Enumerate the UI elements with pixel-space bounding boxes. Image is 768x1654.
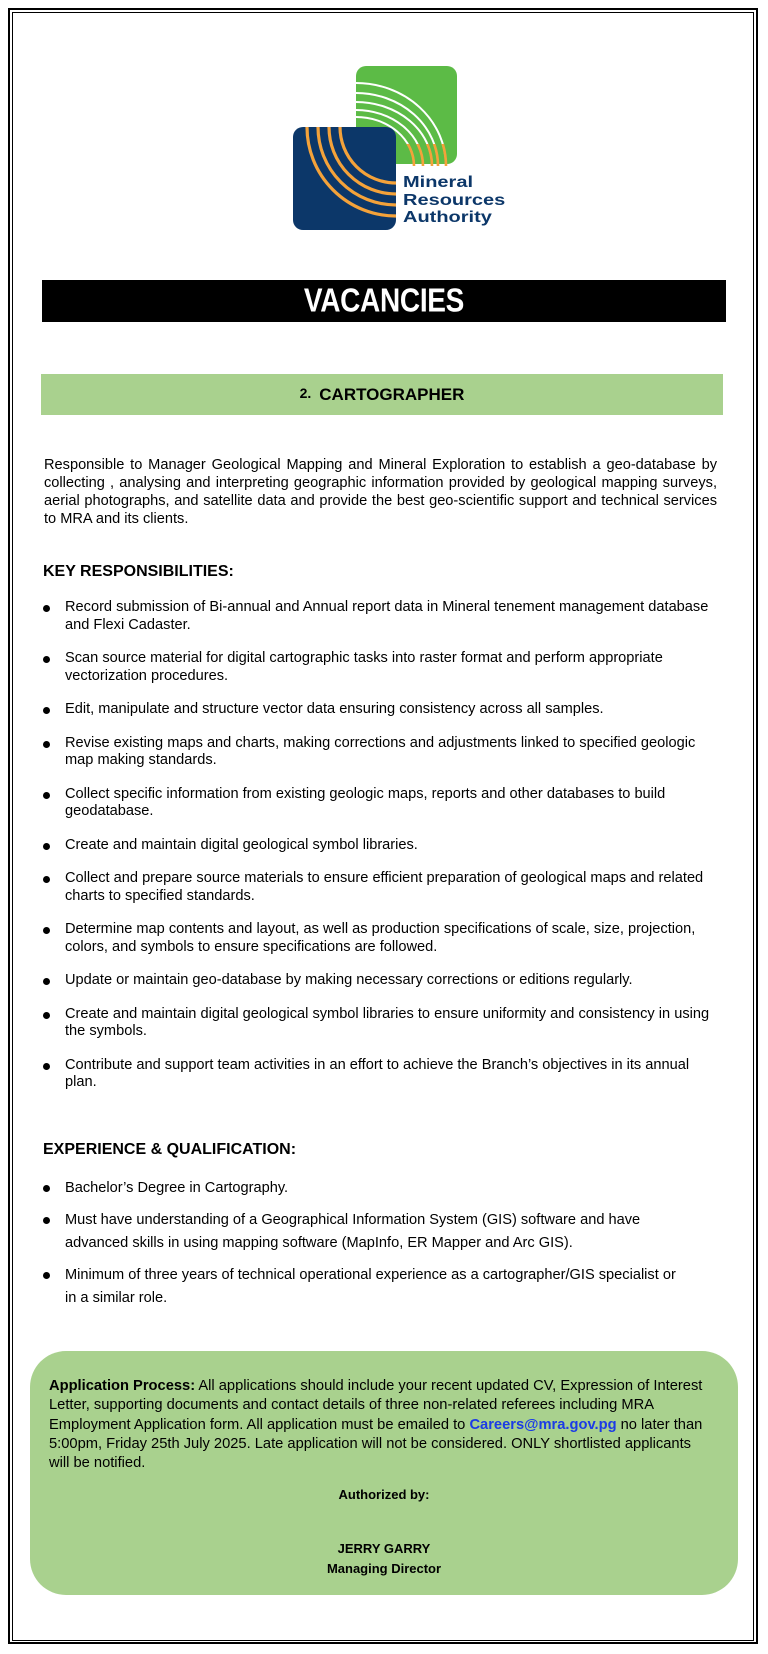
position-number: 2. xyxy=(299,384,312,401)
bullet-icon xyxy=(43,1272,50,1279)
logo-line-2: Resources xyxy=(403,191,506,209)
logo-wordmark xyxy=(403,174,506,227)
bullet-icon xyxy=(43,1063,50,1070)
list-item-text: Must have understanding of a Geographical Information System (GIS) software and have advanced skills in using mapping software (MapInfo, ER Mapper and Arc GIS). xyxy=(65,1212,641,1251)
list-item-text: Record submission of Bi-annual and Annual report data in Mineral tenement management database and Flexi Cadaster. xyxy=(65,599,709,633)
signatory-title: Managing Director xyxy=(326,1561,442,1576)
list-item-text: Update or maintain geo-database by making necessary corrections or editions regularly. xyxy=(65,972,633,988)
bullet-icon xyxy=(43,927,50,934)
logo-line-1: Mineral xyxy=(403,174,474,191)
signatory-name: JERRY GARRY xyxy=(337,1541,431,1556)
list-item xyxy=(0,599,717,634)
list-item-text: Scan source material for digital cartographic tasks into raster format and perform appropriate vectorization procedures. xyxy=(65,650,663,684)
list-item xyxy=(0,837,717,855)
qualifications-list xyxy=(0,1177,683,1319)
vacancies-title: VACANCIES xyxy=(303,282,465,319)
application-process-text xyxy=(49,1377,711,1473)
list-item xyxy=(0,870,717,905)
careers-email-link[interactable]: Careers@mra.gov.pg xyxy=(469,1416,617,1433)
position-summary: Responsible to Manager Geological Mapping and Mineral Exploration to establish a geo-database by collecting , analysing and interpreting geographic information provided by geological mapping surveys, aerial photographs, and satellite data and provide the best geo-scientific support and technical services to MRA and its clients. xyxy=(44,457,717,527)
bullet-icon xyxy=(43,1012,50,1019)
list-item xyxy=(0,1006,717,1041)
responsibilities-heading: KEY RESPONSIBILITIES: xyxy=(43,563,234,580)
bullet-icon xyxy=(43,741,50,748)
list-item xyxy=(0,1264,683,1310)
list-item xyxy=(0,735,717,770)
bullet-icon xyxy=(43,843,50,850)
application-process-label: Application Process: xyxy=(49,1378,196,1394)
bullet-icon xyxy=(43,605,50,612)
application-text-part-2: no later than 5:00pm, Friday 25th July 2025. Late application will not be considered. ONLY shortlisted applicants will be notified. xyxy=(49,1416,703,1472)
list-item-text: Revise existing maps and charts, making corrections and adjustments linked to specified geologic map making standards. xyxy=(65,734,696,768)
list-item-text: Edit, manipulate and structure vector data ensuring consistency across all samples. xyxy=(65,701,604,717)
list-item xyxy=(0,921,717,956)
bullet-icon xyxy=(43,656,50,663)
list-item xyxy=(0,1209,683,1255)
list-item-text: Bachelor’s Degree in Cartography. xyxy=(65,1180,289,1196)
list-item-text: Minimum of three years of technical operational experience as a cartographer/GIS specialist or in a similar role. xyxy=(65,1267,676,1306)
bullet-icon xyxy=(43,792,50,799)
list-item-text: Create and maintain digital geological symbol libraries. xyxy=(65,836,418,853)
application-text-part-1: All applications should include your recent updated CV, Expression of Interest Letter, supporting documents and contact details of three non-related referees including MRA Employment Application form. All application must be emailed to xyxy=(49,1378,703,1433)
list-item xyxy=(0,1057,717,1092)
bullet-icon xyxy=(43,1217,50,1224)
list-item xyxy=(0,701,717,719)
list-item-text: Contribute and support team activities in an effort to achieve the Branch’s objectives in its annual plan. xyxy=(65,1056,690,1090)
list-item xyxy=(0,1177,683,1200)
position-title: CARTOGRAPHER xyxy=(319,384,465,404)
position-title-bar xyxy=(41,374,723,415)
list-item-text: Determine map contents and layout, as well as production specifications of scale, size, projection, colors, and symbols to ensure specifications are followed. xyxy=(65,921,696,955)
authorized-by-label: Authorized by: xyxy=(338,1487,430,1502)
application-process-box xyxy=(30,1351,738,1595)
list-item-text: Collect specific information from existing geologic maps, reports and other databases to build geodatabase. xyxy=(65,785,666,819)
bullet-icon xyxy=(43,978,50,985)
responsibilities-list xyxy=(0,599,717,1108)
vacancies-banner xyxy=(42,280,726,322)
list-item xyxy=(0,972,717,990)
list-item xyxy=(0,650,717,685)
list-item xyxy=(0,786,717,821)
bullet-icon xyxy=(43,1185,50,1192)
list-item-text: Collect and prepare source materials to ensure efficient preparation of geological maps and related charts to specified standards. xyxy=(65,870,704,904)
bullet-icon xyxy=(43,707,50,714)
qualifications-heading: EXPERIENCE & QUALIFICATION: xyxy=(43,1141,297,1158)
bullet-icon xyxy=(43,876,50,883)
list-item-text: Create and maintain digital geological symbol libraries to ensure uniformity and consistency in using the symbols. xyxy=(65,1005,710,1039)
logo-line-3: Authority xyxy=(403,209,492,226)
